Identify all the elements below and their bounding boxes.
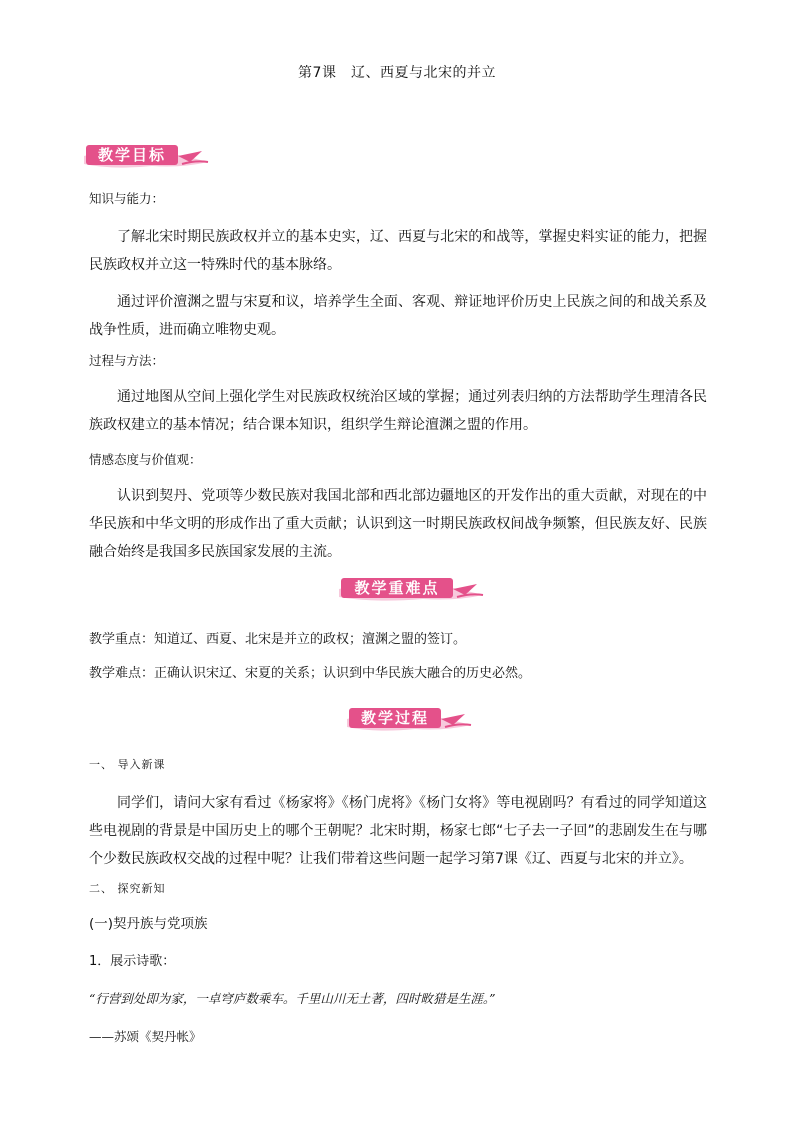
poem-source: ——苏颂《契丹帐》 bbox=[89, 1029, 202, 1044]
banner-label: 教学目标 bbox=[97, 146, 167, 164]
emotion-paragraph: 认识到契丹、党项等少数民族对我国北部和西北部边疆地区的开发作出的重大贡献，对现在的中华民族和中华文明的形成作出了重大贡献；认识到这一时期民族政权间战争频繁，但民族友好、民族融合始终是我国多民族国家发展的主流。 bbox=[89, 488, 707, 560]
key-point: 教学重点：知道辽、西夏、北宋是并立的政权；澶渊之盟的签订。 bbox=[89, 632, 467, 647]
banner-label: 教学过程 bbox=[360, 709, 430, 727]
step2-heading: 二、 探究新知 bbox=[89, 882, 166, 895]
process-banner-graphic bbox=[345, 705, 475, 735]
subsection-heading: (一)契丹族与党项族 bbox=[89, 916, 208, 932]
knowledge-label: 知识与能力： bbox=[89, 191, 165, 206]
step1-heading: 一、 导入新课 bbox=[89, 758, 166, 771]
objectives-banner bbox=[82, 142, 212, 172]
process-banner bbox=[345, 705, 475, 735]
process-method-paragraph: 通过地图从空间上强化学生对民族政权统治区域的掌握；通过列表归纳的方法帮助学生理清各民族政权建立的基本情况；结合课本知识，组织学生辩论澶渊之盟的作用。 bbox=[89, 389, 707, 433]
process-method-label: 过程与方法： bbox=[89, 353, 165, 368]
objectives-banner-graphic bbox=[82, 142, 212, 172]
step1-paragraph: 同学们，请问大家有看过《杨家将》《杨门虎将》《杨门女将》等电视剧吗？有看过的同学知道这些电视剧的背景是中国历史上的哪个王朝呢？北宋时期，杨家七郎“七子去一子回”的悲剧发生在与哪个少数民族政权交战的过程中呢？让我们带着这些问题一起学习第7课《辽、西夏与北宋的并立》。 bbox=[89, 795, 707, 867]
page-title: 第7课 辽、西夏与北宋的并立 bbox=[298, 65, 496, 81]
knowledge-paragraph-2: 通过评价澶渊之盟与宋夏和议，培养学生全面、客观、辩证地评价历史上民族之间的和战关系及战争性质，进而确立唯物史观。 bbox=[89, 294, 707, 338]
keypoints-banner bbox=[337, 575, 487, 605]
keypoints-banner-graphic bbox=[337, 575, 487, 605]
list-item: 1．展示诗歌： bbox=[89, 954, 176, 969]
knowledge-paragraph-1: 了解北宋时期民族政权并立的基本史实，辽、西夏与北宋的和战等，掌握史料实证的能力，把握民族政权并立这一特殊时代的基本脉络。 bbox=[89, 229, 707, 273]
emotion-label: 情感态度与价值观： bbox=[89, 452, 202, 467]
poem-quote: “行营到处即为家，一卓穹庐数乘车。千里山川无土著，四时畋猎是生涯。” bbox=[89, 991, 496, 1006]
difficult-point: 教学难点：正确认识宋辽、宋夏的关系；认识到中华民族大融合的历史必然。 bbox=[89, 666, 532, 681]
banner-label: 教学重难点 bbox=[354, 579, 440, 597]
